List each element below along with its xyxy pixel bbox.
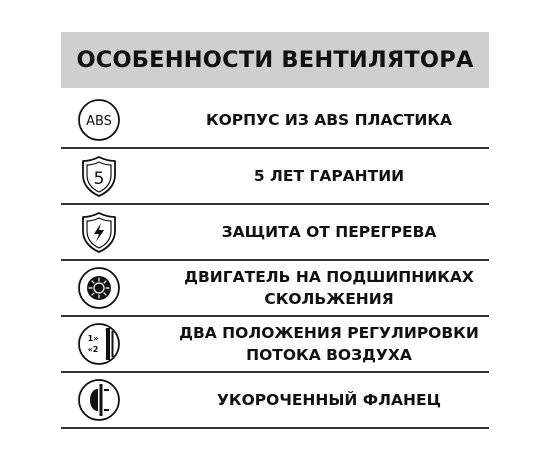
feature-text-line-2: СКОЛЬЖЕНИЯ bbox=[264, 290, 394, 308]
feature-text: 5 ЛЕТ ГАРАНТИИ bbox=[253, 167, 405, 185]
page-title: ОСОБЕННОСТИ ВЕНТИЛЯТОРА bbox=[76, 47, 474, 73]
abs-circle-icon bbox=[76, 97, 122, 143]
feature-text-line-1: ДВА ПОЛОЖЕНИЯ РЕГУЛИРОВКИ bbox=[179, 324, 479, 342]
feature-text: ЗАЩИТА ОТ ПЕРЕГРЕВА bbox=[221, 223, 437, 241]
feature-label bbox=[169, 93, 489, 147]
feature-text: УКОРОЧЕННЫЙ ФЛАНЕЦ bbox=[216, 391, 441, 409]
svg-text:«2: «2 bbox=[87, 345, 99, 354]
feature-label bbox=[169, 373, 489, 427]
feature-row-motor bbox=[61, 261, 489, 317]
header-banner bbox=[61, 32, 489, 88]
feature-label bbox=[169, 317, 489, 371]
feature-text-line-2: ПОТОКА ВОЗДУХА bbox=[246, 346, 412, 364]
feature-row-speed bbox=[61, 317, 489, 373]
svg-text:5: 5 bbox=[93, 169, 105, 189]
feature-row-abs bbox=[61, 93, 489, 149]
feature-text: КОРПУС ИЗ ABS ПЛАСТИКА bbox=[205, 111, 453, 129]
svg-text:ABS: ABS bbox=[86, 114, 112, 129]
feature-list bbox=[61, 93, 489, 429]
svg-text:1»: 1» bbox=[87, 334, 99, 343]
feature-label bbox=[169, 205, 489, 259]
feature-row-flange bbox=[61, 373, 489, 429]
bearing-motor-icon bbox=[76, 265, 122, 311]
short-flange-icon bbox=[76, 377, 122, 423]
feature-label bbox=[169, 149, 489, 203]
feature-text-line-1: ДВИГАТЕЛЬ НА ПОДШИПНИКАХ bbox=[184, 268, 474, 286]
shield-5-icon bbox=[76, 153, 122, 199]
speed-switch-icon bbox=[76, 321, 122, 367]
feature-label bbox=[169, 261, 489, 315]
feature-row-overheat bbox=[61, 205, 489, 261]
shield-lightning-icon bbox=[76, 209, 122, 255]
feature-row-warranty bbox=[61, 149, 489, 205]
